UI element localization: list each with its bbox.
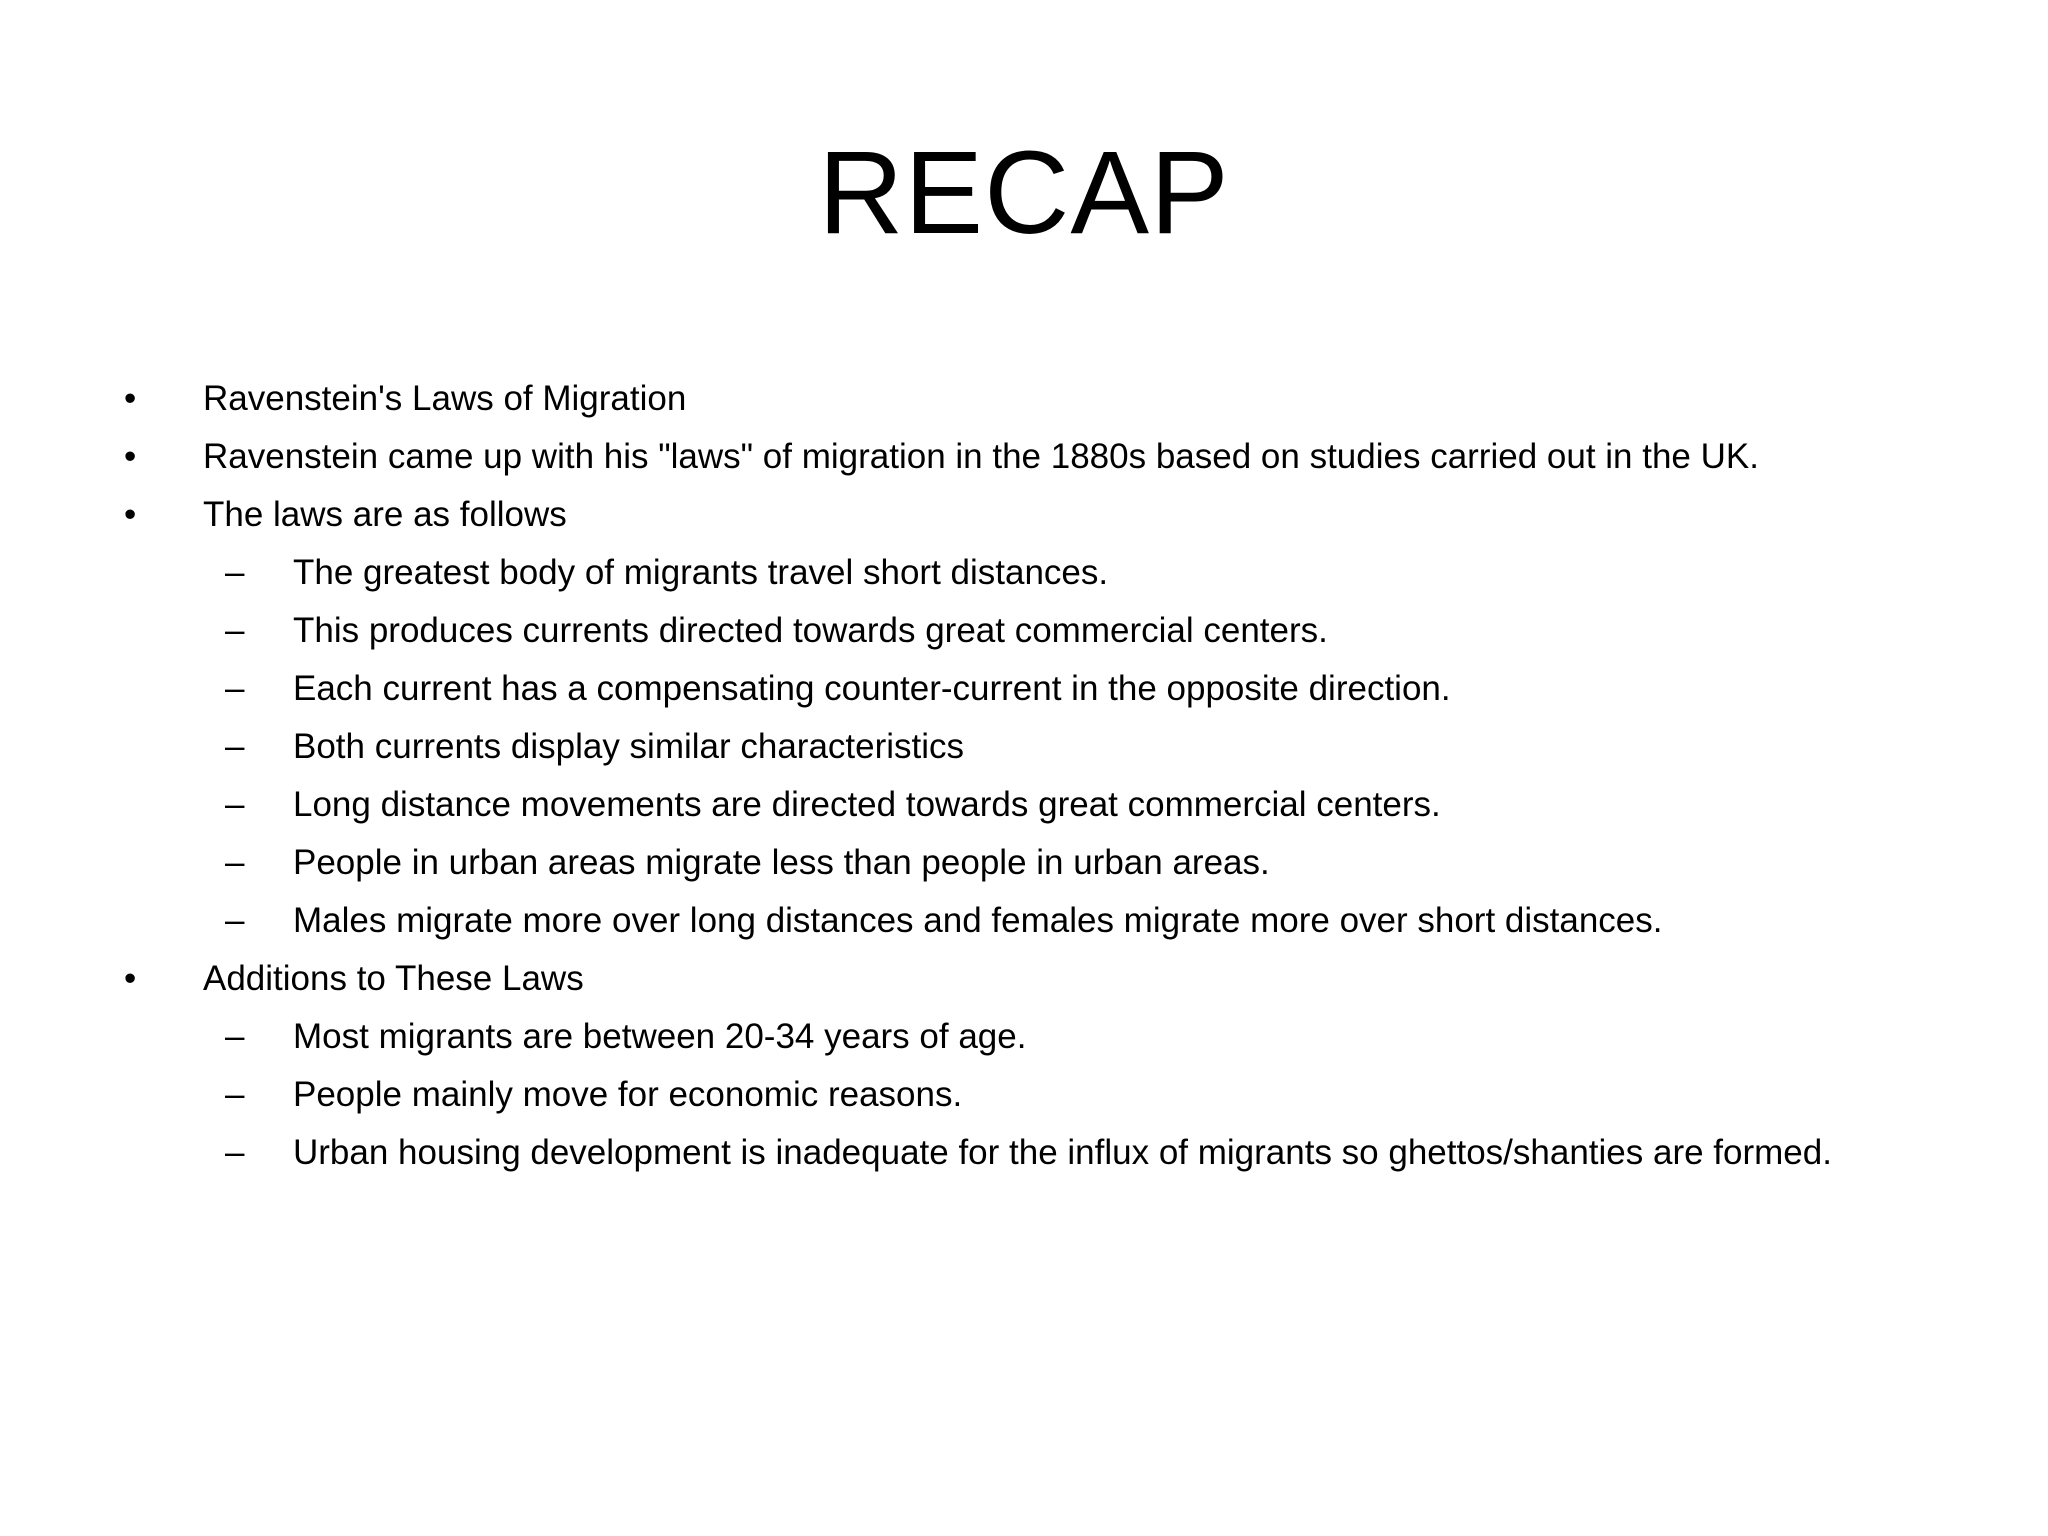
list-item-text: Ravenstein came up with his "laws" of migration in the 1880s based on studies carried out in the UK. [203, 437, 1759, 476]
list-item [0, 428, 2048, 486]
sub-list-item [0, 718, 2048, 776]
sub-list-item [0, 544, 2048, 602]
sub-list-item [0, 1124, 2048, 1182]
slide-title: RECAP [818, 127, 1230, 259]
dash-marker: – [225, 727, 245, 766]
sub-list-item-text: People in urban areas migrate less than people in urban areas. [293, 843, 1270, 882]
bullet-list [0, 370, 2048, 1182]
sub-list-item-text: Most migrants are between 20-34 years of age. [293, 1017, 1027, 1056]
sub-list-item [0, 776, 2048, 834]
sub-list-item-text: Long distance movements are directed towards great commercial centers. [293, 785, 1441, 824]
sub-list-item-text: Males migrate more over long distances and females migrate more over short distances. [293, 901, 1663, 940]
list-item-text: The laws are as follows [203, 495, 567, 534]
sub-list-item [0, 602, 2048, 660]
bullet-marker: • [124, 437, 137, 476]
sub-list-item-text: People mainly move for economic reasons. [293, 1075, 963, 1114]
sub-list-item-text: Urban housing development is inadequate for the influx of migrants so ghettos/shanties are formed. [293, 1133, 1832, 1172]
bullet-marker: • [124, 379, 137, 418]
dash-marker: – [225, 901, 245, 940]
list-item-text: Additions to These Laws [203, 959, 584, 998]
sub-list-item [0, 1066, 2048, 1124]
sub-list-item [0, 660, 2048, 718]
dash-marker: – [225, 1133, 245, 1172]
bullet-marker: • [124, 959, 137, 998]
list-item [0, 486, 2048, 544]
sub-list-item [0, 1008, 2048, 1066]
sub-list-item-text: The greatest body of migrants travel short distances. [293, 553, 1109, 592]
sub-list-item-text: Each current has a compensating counter-current in the opposite direction. [293, 669, 1451, 708]
dash-marker: – [225, 1075, 245, 1114]
dash-marker: – [225, 843, 245, 882]
list-item [0, 950, 2048, 1008]
dash-marker: – [225, 1017, 245, 1056]
dash-marker: – [225, 669, 245, 708]
sub-list-item-text: Both currents display similar characteristics [293, 727, 965, 766]
bullet-marker: • [124, 495, 137, 534]
dash-marker: – [225, 553, 245, 592]
list-item-text: Ravenstein's Laws of Migration [203, 379, 687, 418]
sub-list-item-text: This produces currents directed towards great commercial centers. [293, 611, 1328, 650]
sub-list-item [0, 834, 2048, 892]
dash-marker: – [225, 785, 245, 824]
sub-list-item [0, 892, 2048, 950]
dash-marker: – [225, 611, 245, 650]
list-item [0, 370, 2048, 428]
